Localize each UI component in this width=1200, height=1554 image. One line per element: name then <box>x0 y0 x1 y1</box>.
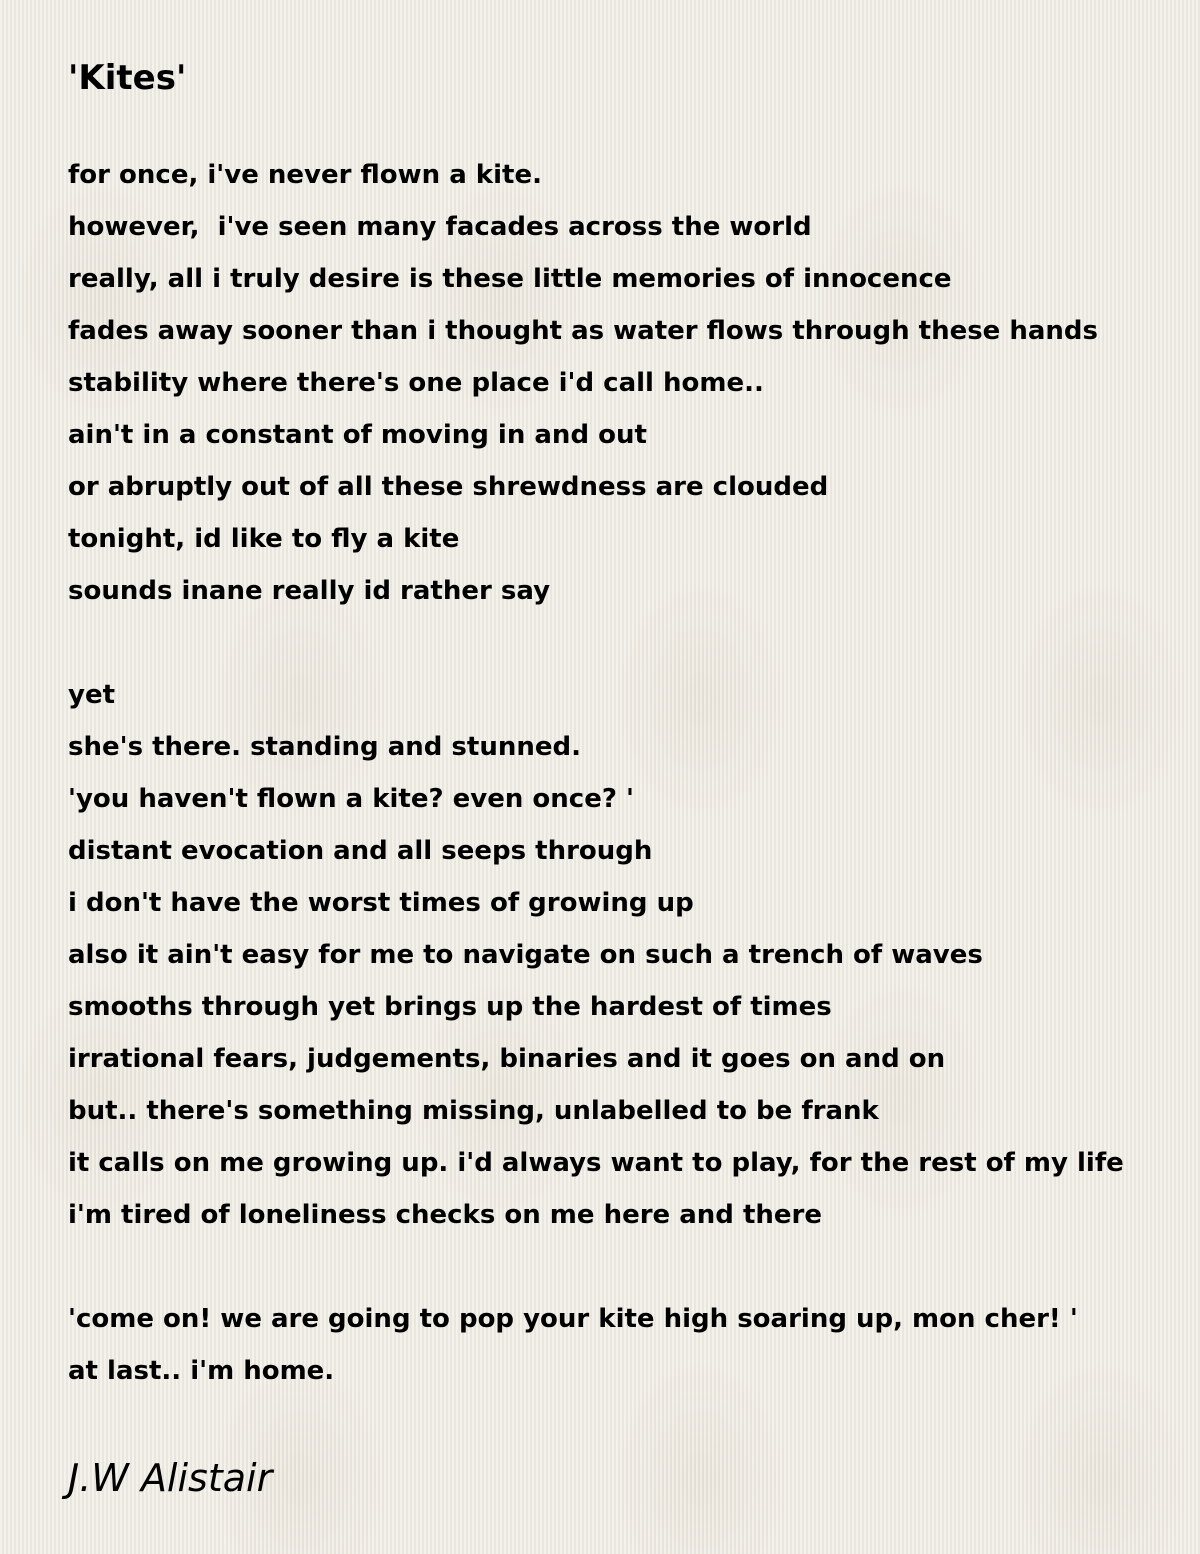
poem-line: ain't in a constant of moving in and out <box>68 420 647 450</box>
poem-line: stability where there's one place i'd call home.. <box>68 368 764 398</box>
poem-line: she's there. standing and stunned. <box>68 732 581 762</box>
poem-line: or abruptly out of all these shrewdness are clouded <box>68 472 829 502</box>
poem-line: for once, i've never flown a kite. <box>68 160 542 190</box>
poem-line: i don't have the worst times of growing up <box>68 888 694 918</box>
poem-line: tonight, id like to fly a kite <box>68 524 460 554</box>
poem-line: 'you haven't flown a kite? even once? ' <box>68 784 634 814</box>
poem-line: distant evocation and all seeps through <box>68 836 653 866</box>
poem-body <box>68 149 1124 1397</box>
poem-line: 'come on! we are going to pop your kite high soaring up, mon cher! ' <box>68 1304 1078 1334</box>
poem-line: really, all i truly desire is these little memories of innocence <box>68 264 952 294</box>
poem-line: fades away sooner than i thought as water flows through these hands <box>68 316 1099 346</box>
poem-line: smooths through yet brings up the hardest of times <box>68 992 832 1022</box>
poem-line: also it ain't easy for me to navigate on such a trench of waves <box>68 940 983 970</box>
poem-line: it calls on me growing up. i'd always want to play, for the rest of my life <box>68 1148 1124 1178</box>
stanza-break <box>68 1241 1124 1293</box>
poem-author: J.W Alistair <box>68 1456 273 1500</box>
poem-title: 'Kites' <box>68 58 187 98</box>
poem-line: but.. there's something missing, unlabelled to be frank <box>68 1096 879 1126</box>
poem-line: at last.. i'm home. <box>68 1356 335 1386</box>
poem-line: irrational fears, judgements, binaries and it goes on and on <box>68 1044 946 1074</box>
poem-line: however, i've seen many facades across the world <box>68 212 812 242</box>
stanza-break <box>68 617 1124 669</box>
poem-line: yet <box>68 680 116 710</box>
poem-line: i'm tired of loneliness checks on me here and there <box>68 1200 822 1230</box>
poem-line: sounds inane really id rather say <box>68 576 551 606</box>
